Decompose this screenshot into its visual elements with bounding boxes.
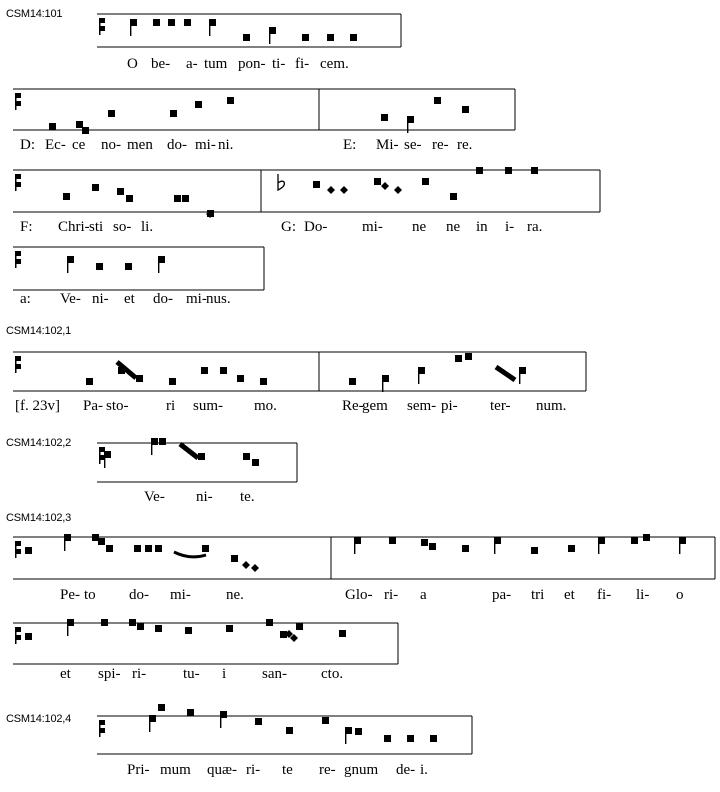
syllable: cem. xyxy=(320,56,349,72)
syllable: re. xyxy=(457,137,473,153)
syllable: pi- xyxy=(441,398,458,414)
note-head xyxy=(237,375,244,382)
note-head xyxy=(476,167,483,174)
note-head xyxy=(63,193,70,200)
note-head xyxy=(49,123,56,130)
chant-id-102-4: CSM14:102,4 xyxy=(6,713,72,725)
syllable: ne xyxy=(446,219,461,235)
syllable: be- xyxy=(151,56,171,72)
note-head xyxy=(568,545,575,552)
note-head xyxy=(134,545,141,552)
note-head xyxy=(174,195,181,202)
note-head xyxy=(286,727,293,734)
note-head xyxy=(169,378,176,385)
syllable: re- xyxy=(319,762,336,778)
syllable: Pe- xyxy=(60,587,80,603)
note-stem xyxy=(67,622,68,636)
syllable: ri xyxy=(166,398,176,414)
syllable: ne xyxy=(412,219,427,235)
note-head xyxy=(98,538,105,545)
syllable: i- xyxy=(505,219,515,235)
note-head xyxy=(531,167,538,174)
note-stem xyxy=(149,718,150,732)
note-head xyxy=(158,704,165,711)
note-stem xyxy=(220,714,221,728)
note-head xyxy=(430,735,437,742)
syllable: san- xyxy=(262,666,287,682)
note-stem xyxy=(158,259,159,273)
syllable: E: xyxy=(343,137,357,153)
note-head xyxy=(381,114,388,121)
note-head xyxy=(531,547,538,554)
clef-icon xyxy=(16,364,21,369)
syllable: te xyxy=(282,762,293,778)
syllable: mo. xyxy=(254,398,277,414)
note-stem xyxy=(67,259,68,273)
syllable: sem- xyxy=(407,398,437,414)
syllable: nus. xyxy=(206,291,231,307)
syllable: a- xyxy=(186,56,198,72)
note-head xyxy=(389,537,396,544)
rhombus-note xyxy=(242,561,250,569)
syllable: tri xyxy=(531,587,545,603)
clef-icon xyxy=(16,251,21,256)
note-head xyxy=(117,188,124,195)
ligature xyxy=(496,367,515,380)
clef-icon xyxy=(15,251,17,268)
syllable: ri- xyxy=(384,587,399,603)
note-head xyxy=(374,178,381,185)
clef-icon xyxy=(15,541,17,558)
note-head xyxy=(429,543,436,550)
syllable: G: xyxy=(281,219,296,235)
clef-icon xyxy=(15,174,17,191)
note-head xyxy=(450,193,457,200)
syllable: pa- xyxy=(492,587,512,603)
note-stem xyxy=(130,22,131,36)
note-head xyxy=(302,34,309,41)
syllable: Glo- xyxy=(345,587,373,603)
clef-icon xyxy=(16,93,21,98)
note-head xyxy=(76,121,83,128)
rhombus-note xyxy=(381,182,389,190)
note-head xyxy=(243,34,250,41)
syllable: mi- xyxy=(362,219,383,235)
clef-icon xyxy=(16,259,21,264)
note-head xyxy=(339,630,346,637)
clef-icon xyxy=(15,93,17,110)
syllable: et xyxy=(564,587,575,603)
clef-icon xyxy=(16,549,21,554)
syllable: mum xyxy=(160,762,191,778)
syllable: quæ- xyxy=(207,762,237,778)
note-head xyxy=(226,625,233,632)
note-stem xyxy=(494,540,495,554)
syllable: spi- xyxy=(98,666,121,682)
note-head xyxy=(155,625,162,632)
syllable: ra. xyxy=(527,219,543,235)
note-head xyxy=(92,184,99,191)
clef-icon xyxy=(100,720,105,725)
syllable: ce xyxy=(72,137,86,153)
syllable: ni. xyxy=(218,137,234,153)
syllable: ne. xyxy=(226,587,244,603)
note-head xyxy=(421,539,428,546)
syllable: Ve- xyxy=(144,489,165,505)
syllable: i xyxy=(222,666,227,682)
syllable: no- xyxy=(101,137,121,153)
note-head xyxy=(231,555,238,562)
note-head xyxy=(25,547,32,554)
note-head xyxy=(153,19,160,26)
note-head xyxy=(106,545,113,552)
syllable: D: xyxy=(20,137,35,153)
note-head xyxy=(355,728,362,735)
note-head xyxy=(185,627,192,634)
note-head xyxy=(202,545,209,552)
syllable: Mi- xyxy=(376,137,399,153)
note-stem xyxy=(679,540,680,554)
note-stem xyxy=(269,30,270,44)
syllable: ter- xyxy=(490,398,511,414)
syllable: O xyxy=(127,56,138,72)
note-head xyxy=(327,34,334,41)
note-stem xyxy=(104,454,105,468)
syllable: se- xyxy=(404,137,422,153)
clef-icon xyxy=(16,541,21,546)
note-stem xyxy=(382,378,383,392)
clef-icon xyxy=(99,447,101,464)
syllable: a: xyxy=(20,291,31,307)
syllable: mi- xyxy=(186,291,207,307)
note-head xyxy=(182,195,189,202)
note-head xyxy=(243,453,250,460)
rhombus-note xyxy=(394,186,402,194)
syllable: tu- xyxy=(183,666,200,682)
note-head xyxy=(313,181,320,188)
note-head xyxy=(92,534,99,541)
note-head xyxy=(108,110,115,117)
clef-icon xyxy=(100,728,105,733)
note-head xyxy=(407,735,414,742)
syllable: li- xyxy=(636,587,650,603)
note-head xyxy=(350,34,357,41)
note-head xyxy=(129,619,136,626)
syllable: ni- xyxy=(196,489,213,505)
syllable: Ve- xyxy=(60,291,81,307)
syllable: sum- xyxy=(193,398,223,414)
syllable: Pri- xyxy=(127,762,150,778)
syllable: men xyxy=(127,137,153,153)
note-head xyxy=(422,178,429,185)
note-head xyxy=(168,19,175,26)
note-head xyxy=(255,718,262,725)
note-head xyxy=(101,619,108,626)
note-head xyxy=(220,367,227,374)
syllable: et xyxy=(60,666,71,682)
note-head xyxy=(434,97,441,104)
note-head xyxy=(505,167,512,174)
syllable: ti- xyxy=(272,56,286,72)
clef-icon xyxy=(99,720,101,737)
rhombus-note xyxy=(340,186,348,194)
note-head xyxy=(260,378,267,385)
note-head xyxy=(159,438,166,445)
note-head xyxy=(86,378,93,385)
note-stem xyxy=(64,537,65,551)
note-head xyxy=(462,106,469,113)
syllable: Do- xyxy=(304,219,328,235)
chant-id-101: CSM14:101 xyxy=(6,8,63,20)
syllable: in xyxy=(476,219,488,235)
syllable: Chri- xyxy=(58,219,90,235)
syllable: a xyxy=(420,587,427,603)
clef-icon xyxy=(16,101,21,106)
syllable: mi- xyxy=(195,137,216,153)
syllable: so- xyxy=(113,219,132,235)
clef-icon xyxy=(100,26,105,31)
syllable: fi- xyxy=(597,587,612,603)
syllable: li. xyxy=(141,219,154,235)
note-head xyxy=(322,717,329,724)
syllable: ri- xyxy=(246,762,261,778)
clef-icon xyxy=(100,18,105,23)
syllable: ni- xyxy=(92,291,109,307)
note-head xyxy=(266,619,273,626)
syllable: gnum xyxy=(344,762,379,778)
note-head xyxy=(227,97,234,104)
note-head xyxy=(187,709,194,716)
syllable: do- xyxy=(167,137,187,153)
ligature xyxy=(174,552,206,557)
syllable: tum xyxy=(204,56,228,72)
note-head xyxy=(296,623,303,630)
syllable: num. xyxy=(536,398,567,414)
ligature xyxy=(180,444,198,458)
note-head xyxy=(201,367,208,374)
note-head xyxy=(384,735,391,742)
syllable: te. xyxy=(240,489,255,505)
syllable: de- xyxy=(396,762,416,778)
syllable: sto- xyxy=(106,398,129,414)
note-head xyxy=(184,19,191,26)
flat-icon xyxy=(278,174,284,190)
syllable: cto. xyxy=(321,666,344,682)
syllable: do- xyxy=(153,291,173,307)
clef-icon xyxy=(16,356,21,361)
rhombus-note xyxy=(327,186,335,194)
note-stem xyxy=(519,370,520,384)
syllable: ri- xyxy=(132,666,147,682)
clef-icon xyxy=(15,627,17,644)
syllable: pon- xyxy=(238,56,266,72)
note-head xyxy=(96,263,103,270)
syllable: fi- xyxy=(295,56,310,72)
note-head xyxy=(82,127,89,134)
note-head xyxy=(126,195,133,202)
note-head xyxy=(631,537,638,544)
note-head xyxy=(462,545,469,552)
note-head xyxy=(25,633,32,640)
clef-icon xyxy=(99,18,101,35)
syllable: et xyxy=(124,291,135,307)
clef-icon xyxy=(15,356,17,373)
note-head xyxy=(643,534,650,541)
note-head xyxy=(252,459,259,466)
syllable: gem xyxy=(362,398,388,414)
syllable: mi- xyxy=(170,587,191,603)
note-stem xyxy=(354,540,355,554)
note-head xyxy=(455,355,462,362)
note-stem xyxy=(598,540,599,554)
syllable: o xyxy=(676,587,684,603)
chant-id-102-3: CSM14:102,3 xyxy=(6,512,72,524)
note-head xyxy=(465,353,472,360)
syllable: i. xyxy=(420,762,428,778)
note-stem xyxy=(407,119,408,133)
syllable: re- xyxy=(432,137,449,153)
clef-icon xyxy=(16,182,21,187)
chant-id-102-1: CSM14:102,1 xyxy=(6,325,72,337)
note-stem xyxy=(418,370,419,384)
syllable: Pa- xyxy=(83,398,103,414)
note-head xyxy=(145,545,152,552)
clef-icon xyxy=(16,635,21,640)
clef-icon xyxy=(16,174,21,179)
note-head xyxy=(170,110,177,117)
note-head xyxy=(137,623,144,630)
chant-id-102-2: CSM14:102,2 xyxy=(6,437,72,449)
folio-marker: [f. 23v] xyxy=(15,398,60,414)
note-stem xyxy=(345,730,346,744)
rhombus-note xyxy=(251,564,259,572)
syllable: Ec- xyxy=(45,137,66,153)
note-head xyxy=(155,545,162,552)
syllable: to xyxy=(84,587,96,603)
clef-icon xyxy=(16,627,21,632)
syllable: F: xyxy=(20,219,33,235)
syllable: sti xyxy=(89,219,104,235)
note-stem xyxy=(151,441,152,455)
note-stem xyxy=(209,22,210,36)
syllable: do- xyxy=(129,587,149,603)
note-head xyxy=(125,263,132,270)
note-head xyxy=(195,101,202,108)
note-head xyxy=(349,378,356,385)
syllable: Re- xyxy=(342,398,364,414)
